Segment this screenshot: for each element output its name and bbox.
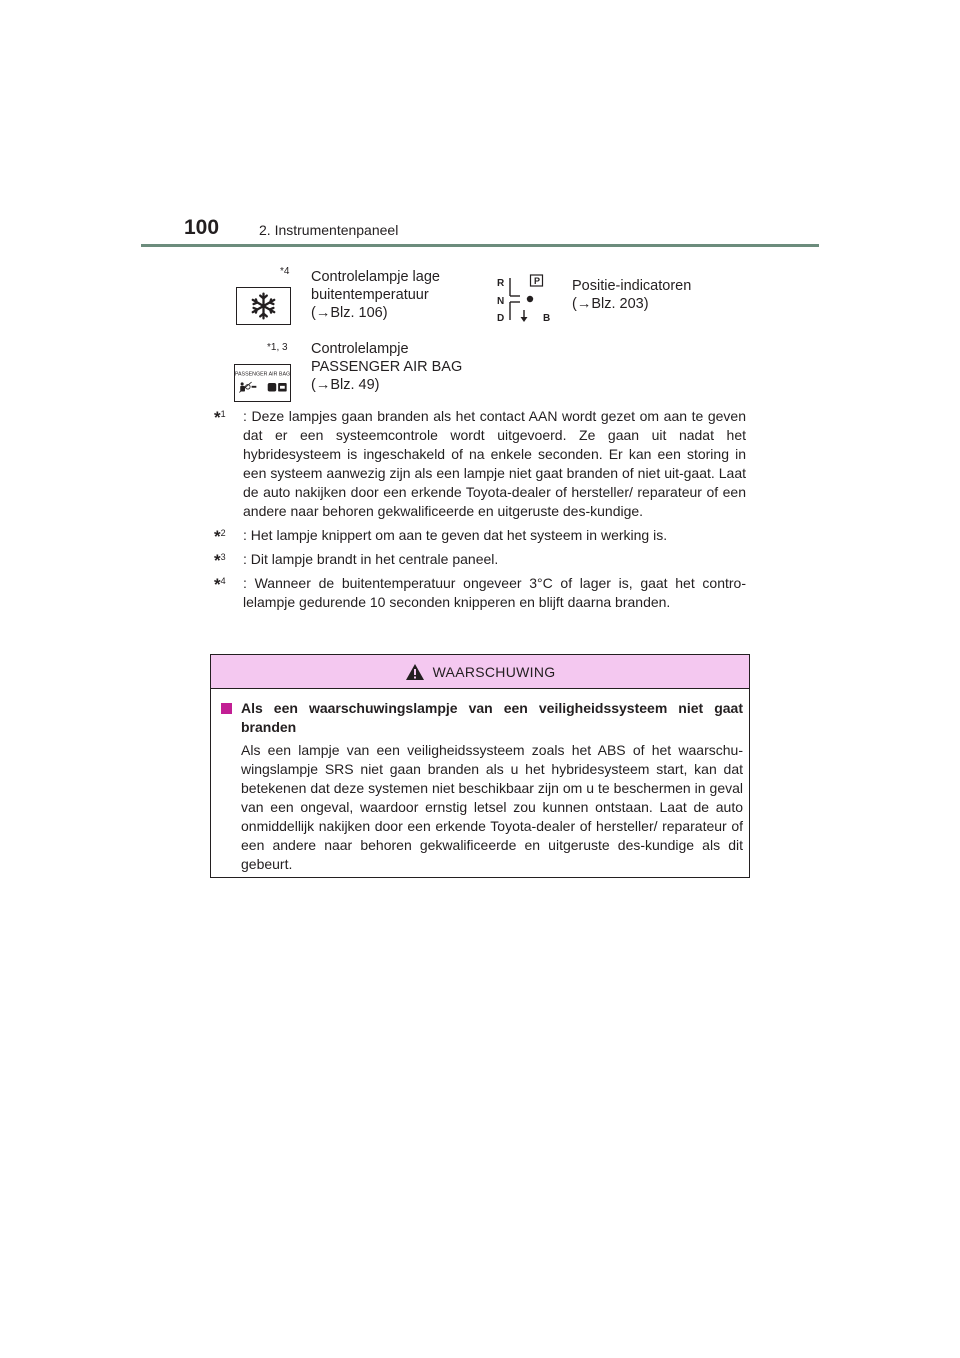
bullet-square-icon (221, 703, 232, 714)
footnote-text: : Dit lampje brandt in het centrale paneel. (243, 551, 499, 567)
warning-box (210, 654, 750, 878)
footnote (214, 574, 746, 612)
indicator-description (572, 277, 691, 313)
warning-title-text: Als een waarschuwingslampje van een veiligheidssysteem niet gaat branden (241, 700, 743, 735)
indicator-note-ref: *4 (280, 266, 290, 277)
header-rule (141, 244, 819, 247)
warning-title (221, 699, 743, 737)
snowflake-icon (237, 288, 290, 324)
section-title: 2. Instrumentenpaneel (259, 222, 399, 238)
shift-label-p: P (534, 276, 541, 286)
footnote-text: : Deze lampjes gaan branden als het contact AAN wordt gezet om aan te geven dat er een systeemcontrole wordt uitgevoerd. Ze gaan uit nadat het hybridesysteem is ingeschakeld of na enkele seconden. Er kan een storing in een systeem aanwezig zijn als een lampje niet gaat branden of niet uit-gaat. Laat de auto nakijken door een erkende Toyota-dealer of hersteller/ reparateur of een andere naar behoren gekwalificeerde en uitgeruste des-kundige. (243, 408, 746, 519)
indicator-line: PASSENGER AIR BAG (311, 359, 463, 375)
footnote-text: : Het lampje knippert om aan te geven dat het systeem in werking is. (243, 527, 668, 543)
footnote-mark: *$^3$ (214, 551, 226, 570)
outside-temperature-lamp (236, 287, 291, 325)
footnote-mark: *$^4$ (214, 575, 226, 594)
warning-triangle-icon (405, 663, 425, 681)
warning-text: Als een lampje van een veiligheidssysteem zoals het ABS of het waarschu-wingslampje SRS niet gaan branden als u het hybridesysteem start, kan dat betekenen dat deze systemen niet beschikbaar zijn om u te beschermen in geval van een ongeval, waardoor ernstig letsel zou kunnen ontstaan. Laat de auto onmiddellijk nakijken door een erkende Toyota-dealer of hersteller/ reparateur of een andere naar behoren gekwalificeerde en uitgeruste des-kundige als dit gebeurt. (241, 742, 743, 872)
footnote (214, 550, 746, 569)
indicator-line: (→Blz. 203) (572, 296, 649, 312)
shift-position-icon (494, 272, 552, 325)
indicator-line: (→Blz. 49) (311, 377, 380, 393)
indicator-line: buitentemperatuur (311, 287, 429, 303)
warning-heading: WAARSCHUWING (432, 663, 556, 680)
passenger-airbag-lamp (234, 364, 291, 402)
footnote-mark: *$^2$ (214, 527, 226, 546)
indicator-line: Controlelampje lage (311, 269, 440, 285)
indicator-note-ref: *1, 3 (267, 342, 288, 353)
shift-label-b: B (543, 313, 551, 324)
page-number: 100 (184, 216, 220, 239)
shift-label-r: R (497, 278, 505, 289)
shift-label-n: N (497, 296, 505, 307)
airbag-icon-label: PASSENGER AIR BAG (235, 371, 290, 378)
indicator-line: Controlelampje (311, 341, 409, 357)
footnote (214, 526, 746, 545)
shift-label-d: D (497, 313, 505, 324)
indicator-line: (→Blz. 106) (311, 305, 388, 321)
indicator-line: Positie-indicatoren (572, 278, 692, 294)
passenger-airbag-icon (235, 365, 290, 401)
shift-position-indicator (494, 272, 552, 325)
warning-header (211, 655, 749, 689)
footnotes (214, 407, 746, 617)
footnote-text: : Wanneer de buitentemperatuur ongeveer 3°C of lager is, gaat het contro-lelampje gedurende 10 seconden knipperen en blijft daarna branden. (243, 575, 746, 610)
indicator-description (311, 268, 440, 322)
footnote (214, 407, 746, 521)
indicator-description (311, 340, 462, 394)
footnote-mark: *$^1$ (214, 408, 226, 427)
warning-body (211, 689, 749, 874)
